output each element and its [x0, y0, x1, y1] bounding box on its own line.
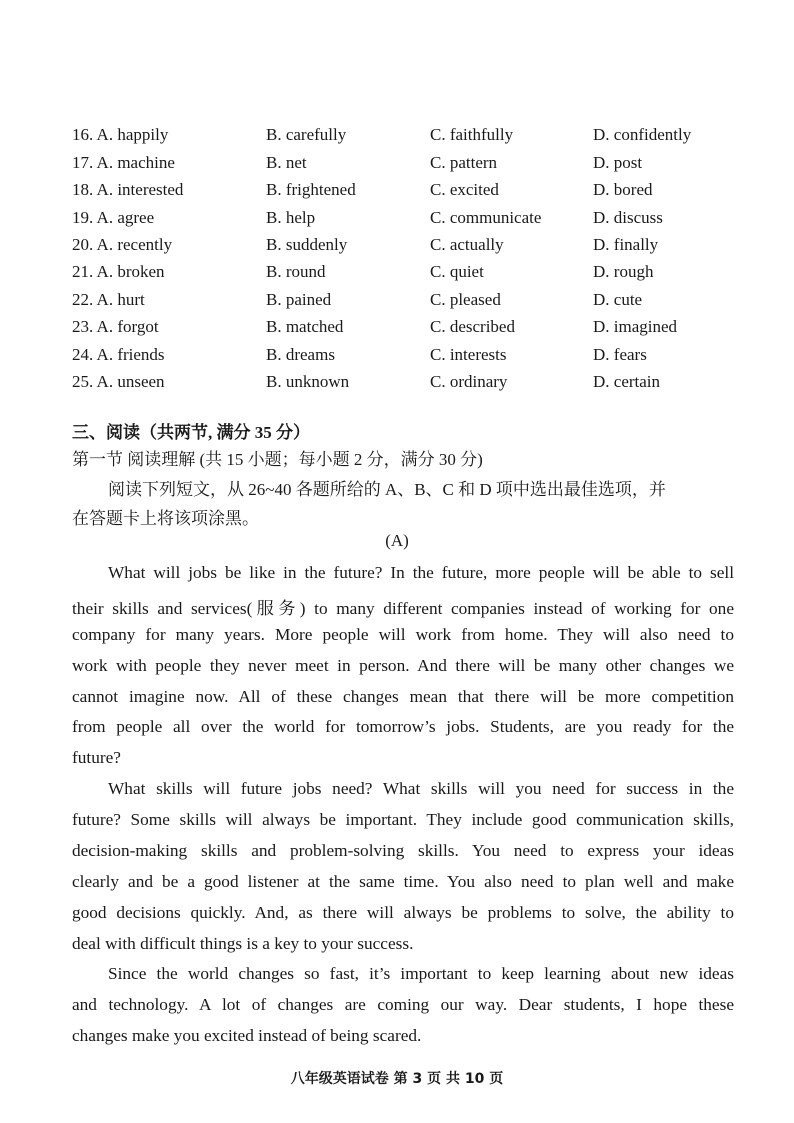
- option-b: B. net: [266, 153, 307, 172]
- option-c: C. ordinary: [430, 372, 508, 391]
- option-b: B. dreams: [266, 345, 335, 364]
- option-d: D. confidently: [593, 125, 692, 144]
- option-row-17: [0, 153, 794, 180]
- option-d: D. fears: [593, 345, 647, 364]
- option-row-21: [0, 262, 794, 289]
- option-a: 25. A. unseen: [72, 372, 165, 391]
- passage-line: company for many years. More people will work from home. They will also need to: [72, 625, 734, 644]
- option-row-20: [0, 235, 794, 262]
- option-d: D. discuss: [593, 208, 663, 227]
- option-d: D. imagined: [593, 317, 678, 336]
- passage-line: work with people they never meet in person. And there will be many other changes we: [72, 656, 734, 675]
- option-c: C. interests: [430, 345, 507, 364]
- option-b: B. suddenly: [266, 235, 348, 254]
- option-a: 22. A. hurt: [72, 290, 145, 309]
- instructions-line-2: 在答题卡上将该项涂黑。: [72, 509, 259, 528]
- passage-line: future?: [72, 748, 121, 767]
- option-row-22: [0, 290, 794, 317]
- option-row-18: [0, 180, 794, 207]
- passage-line: What skills will future jobs need? What skills will you need for success in the: [108, 779, 734, 798]
- passage-line: cannot imagine now. All of these changes mean that there will be more competition: [72, 687, 734, 706]
- option-b: B. matched: [266, 317, 344, 336]
- option-row-24: [0, 345, 794, 372]
- option-d: D. cute: [593, 290, 643, 309]
- option-row-23: [0, 317, 794, 344]
- option-b: B. help: [266, 208, 316, 227]
- option-c: C. actually: [430, 235, 504, 254]
- option-row-25: [0, 372, 794, 399]
- passage-line: decision-making skills and problem-solving skills. You need to express your ideas: [72, 841, 734, 860]
- passage-title: (A): [385, 531, 409, 550]
- option-d: D. post: [593, 153, 643, 172]
- passage-line: their skills and services(服务) to many different companies instead of working for one: [72, 599, 734, 618]
- page-footer: 八年级英语试卷 第 3 页 共 10 页: [290, 1071, 504, 1087]
- option-b: B. carefully: [266, 125, 347, 144]
- option-a: 24. A. friends: [72, 345, 165, 364]
- option-d: D. finally: [593, 235, 659, 254]
- option-a: 18. A. interested: [72, 180, 184, 199]
- passage-line: What will jobs be like in the future? In the future, more people will be able to sell: [108, 563, 734, 582]
- option-b: B. round: [266, 262, 326, 281]
- passage-line: Since the world changes so fast, it’s important to keep learning about new ideas: [108, 964, 734, 983]
- option-a: 21. A. broken: [72, 262, 165, 281]
- passage-line: deal with difficult things is a key to your success.: [72, 934, 414, 953]
- option-d: D. bored: [593, 180, 653, 199]
- passage-line: and technology. A lot of changes are coming our way. Dear students, I hope these: [72, 995, 734, 1014]
- subsection-heading: 第一节 阅读理解 (共 15 小题；每小题 2 分，满分 30 分): [72, 450, 483, 469]
- section-heading: 三、阅读（共两节, 满分 35 分）: [72, 423, 310, 442]
- option-a: 17. A. machine: [72, 153, 175, 172]
- option-a: 16. A. happily: [72, 125, 169, 144]
- option-c: C. described: [430, 317, 515, 336]
- instructions-line-1: 阅读下列短文，从 26~40 各题所给的 A、B、C 和 D 项中选出最佳选项，并: [108, 480, 666, 499]
- option-c: C. pleased: [430, 290, 501, 309]
- option-b: B. frightened: [266, 180, 356, 199]
- passage-line: clearly and be a good listener at the same time. You also need to plan well and make: [72, 872, 734, 891]
- option-b: B. unknown: [266, 372, 350, 391]
- passage-line: good decisions quickly. And, as there will always be problems to solve, the ability to: [72, 903, 734, 922]
- option-a: 23. A. forgot: [72, 317, 159, 336]
- passage-line: changes make you excited instead of being scared.: [72, 1026, 422, 1045]
- option-b: B. pained: [266, 290, 332, 309]
- passage-line: from people all over the world for tomorrow’s jobs. Students, are you ready for the: [72, 717, 734, 736]
- option-d: D. certain: [593, 372, 661, 391]
- passage-line: future? Some skills will always be important. They include good communication skills,: [72, 810, 734, 829]
- option-c: C. pattern: [430, 153, 498, 172]
- option-row-16: [0, 125, 794, 152]
- option-a: 20. A. recently: [72, 235, 173, 254]
- option-c: C. excited: [430, 180, 499, 199]
- option-a: 19. A. agree: [72, 208, 155, 227]
- option-d: D. rough: [593, 262, 654, 281]
- option-row-19: [0, 208, 794, 235]
- option-c: C. quiet: [430, 262, 484, 281]
- option-c: C. faithfully: [430, 125, 514, 144]
- option-c: C. communicate: [430, 208, 542, 227]
